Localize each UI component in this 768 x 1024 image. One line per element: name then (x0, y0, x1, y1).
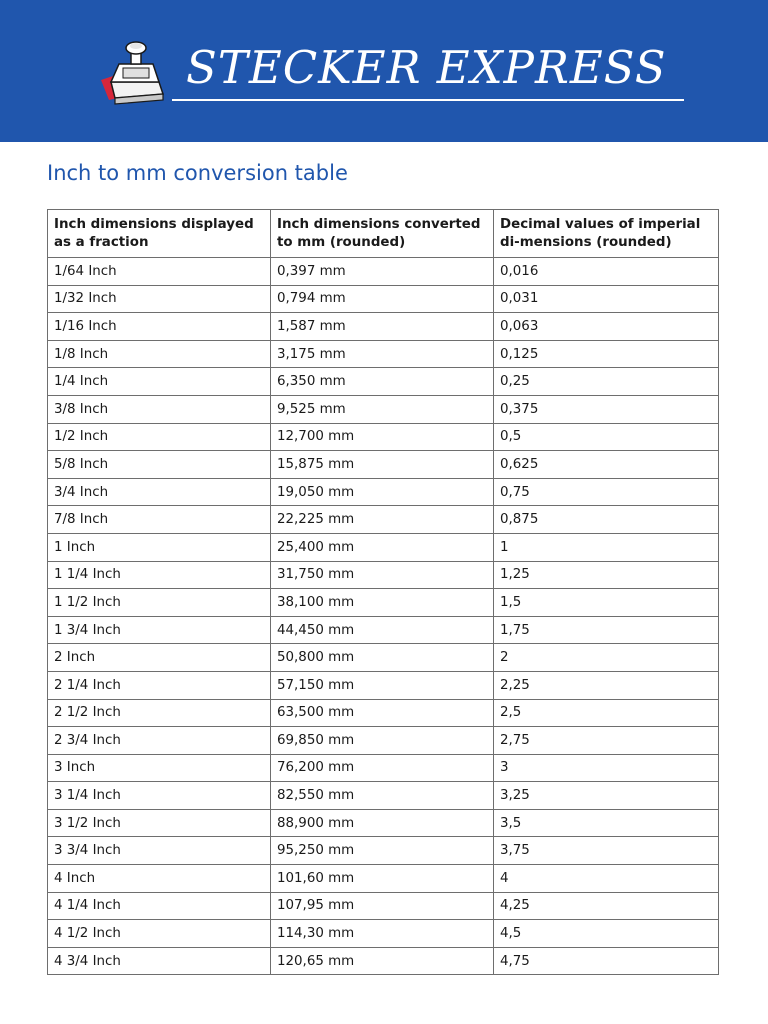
table-cell: 1,5 (494, 589, 719, 617)
conversion-table (47, 209, 719, 975)
table-cell: 3 (494, 754, 719, 782)
table-cell: 22,225 mm (271, 506, 494, 534)
table-cell: 3,5 (494, 809, 719, 837)
table-cell: 0,25 (494, 368, 719, 396)
table-cell: 57,150 mm (271, 671, 494, 699)
table-cell: 95,250 mm (271, 837, 494, 865)
table-row (48, 892, 719, 920)
table-cell: 3 1/2 Inch (48, 809, 271, 837)
table-cell: 1 1/2 Inch (48, 589, 271, 617)
table-cell: 76,200 mm (271, 754, 494, 782)
table-cell: 31,750 mm (271, 561, 494, 589)
table-row (48, 368, 719, 396)
table-cell: 1,25 (494, 561, 719, 589)
table-cell: 3/8 Inch (48, 395, 271, 423)
table-cell: 38,100 mm (271, 589, 494, 617)
table-cell: 1/16 Inch (48, 313, 271, 341)
table-cell: 82,550 mm (271, 782, 494, 810)
table-cell: 101,60 mm (271, 865, 494, 893)
table-cell: 0,016 (494, 258, 719, 286)
brand-name: STECKER EXPRESS (186, 41, 667, 94)
table-cell: 2 Inch (48, 644, 271, 672)
table-cell: 1/4 Inch (48, 368, 271, 396)
column-header: Inch dimensions displayed as a fraction (48, 210, 271, 258)
table-cell: 3/4 Inch (48, 478, 271, 506)
table-cell: 2 1/2 Inch (48, 699, 271, 727)
table-cell: 1 (494, 533, 719, 561)
table-cell: 2,5 (494, 699, 719, 727)
table-cell: 3 Inch (48, 754, 271, 782)
table-cell: 4 3/4 Inch (48, 947, 271, 975)
table-cell: 2,75 (494, 727, 719, 755)
header-banner (0, 0, 768, 142)
table-cell: 4,25 (494, 892, 719, 920)
table-cell: 0,375 (494, 395, 719, 423)
table-row (48, 837, 719, 865)
table-cell: 25,400 mm (271, 533, 494, 561)
table-cell: 1 1/4 Inch (48, 561, 271, 589)
table-cell: 1,587 mm (271, 313, 494, 341)
table-cell: 1,75 (494, 616, 719, 644)
table-row (48, 644, 719, 672)
table-row (48, 478, 719, 506)
table-cell: 3 1/4 Inch (48, 782, 271, 810)
table-cell: 1/32 Inch (48, 285, 271, 313)
table-cell: 4 (494, 865, 719, 893)
table-cell: 88,900 mm (271, 809, 494, 837)
table-cell: 0,875 (494, 506, 719, 534)
table-cell: 0,794 mm (271, 285, 494, 313)
table-row (48, 451, 719, 479)
table-cell: 1 Inch (48, 533, 271, 561)
table-cell: 4,5 (494, 920, 719, 948)
table-cell: 107,95 mm (271, 892, 494, 920)
table-row (48, 258, 719, 286)
table-cell: 0,75 (494, 478, 719, 506)
page-title: Inch to mm conversion table (47, 161, 348, 185)
table-cell: 3,175 mm (271, 340, 494, 368)
table-row (48, 699, 719, 727)
table-cell: 2 3/4 Inch (48, 727, 271, 755)
table-cell: 5/8 Inch (48, 451, 271, 479)
table-row (48, 340, 719, 368)
table-cell: 69,850 mm (271, 727, 494, 755)
table-cell: 0,5 (494, 423, 719, 451)
table-cell: 3 3/4 Inch (48, 837, 271, 865)
table-cell: 0,031 (494, 285, 719, 313)
table-row (48, 285, 719, 313)
table-cell: 3,75 (494, 837, 719, 865)
table-cell: 1/8 Inch (48, 340, 271, 368)
table-cell: 0,625 (494, 451, 719, 479)
table-cell: 2 1/4 Inch (48, 671, 271, 699)
table-row (48, 561, 719, 589)
table-cell: 6,350 mm (271, 368, 494, 396)
table-row (48, 754, 719, 782)
table-cell: 1/2 Inch (48, 423, 271, 451)
table-row (48, 616, 719, 644)
table-row (48, 809, 719, 837)
table-row (48, 865, 719, 893)
table-cell: 7/8 Inch (48, 506, 271, 534)
column-header: Inch dimensions converted to mm (rounded) (271, 210, 494, 258)
table-row (48, 589, 719, 617)
table-row (48, 920, 719, 948)
table-cell: 9,525 mm (271, 395, 494, 423)
table-row (48, 782, 719, 810)
table-cell: 120,65 mm (271, 947, 494, 975)
table-cell: 0,063 (494, 313, 719, 341)
table-cell: 2,25 (494, 671, 719, 699)
table-row (48, 423, 719, 451)
table-cell: 1/64 Inch (48, 258, 271, 286)
table-cell: 1 3/4 Inch (48, 616, 271, 644)
stamp-logo-icon (97, 38, 177, 108)
table-cell: 19,050 mm (271, 478, 494, 506)
table-row (48, 727, 719, 755)
table-cell: 63,500 mm (271, 699, 494, 727)
table-cell: 50,800 mm (271, 644, 494, 672)
table-row (48, 671, 719, 699)
column-header: Decimal values of imperial di-mensions (rounded) (494, 210, 719, 258)
table-cell: 15,875 mm (271, 451, 494, 479)
table-cell: 12,700 mm (271, 423, 494, 451)
table-cell: 4 Inch (48, 865, 271, 893)
brand-underline (172, 99, 684, 101)
table-cell: 0,125 (494, 340, 719, 368)
table-row (48, 947, 719, 975)
table-header-row (48, 210, 719, 258)
table-row (48, 395, 719, 423)
table-cell: 2 (494, 644, 719, 672)
table-body (48, 258, 719, 975)
table-row (48, 313, 719, 341)
table-row (48, 533, 719, 561)
table-cell: 3,25 (494, 782, 719, 810)
table-cell: 114,30 mm (271, 920, 494, 948)
table-cell: 44,450 mm (271, 616, 494, 644)
table-cell: 4 1/2 Inch (48, 920, 271, 948)
table-row (48, 506, 719, 534)
table-cell: 4,75 (494, 947, 719, 975)
table-cell: 4 1/4 Inch (48, 892, 271, 920)
table-cell: 0,397 mm (271, 258, 494, 286)
